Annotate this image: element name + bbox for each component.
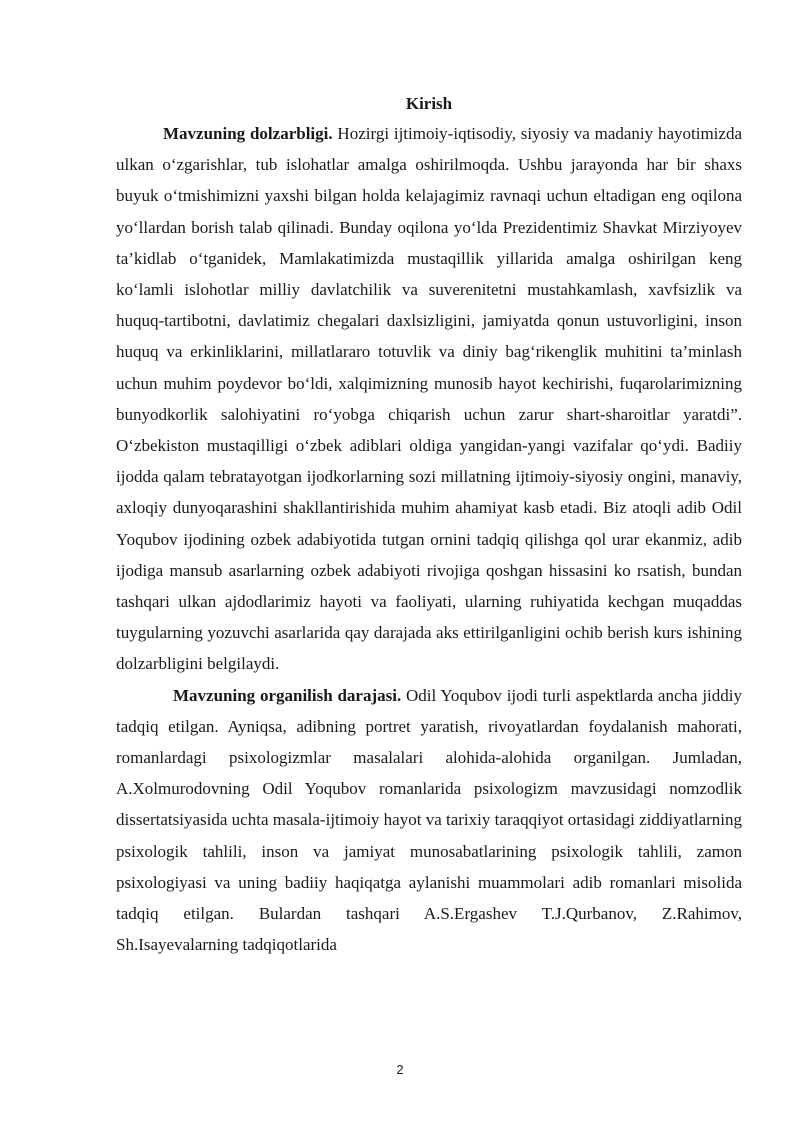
page-number: 2 (396, 1062, 404, 1077)
paragraph-body-relevance: Hozirgi ijtimoiy-iqtisodiy, siyosiy va madaniy hayotimizda ulkan o‘zgarishlar, tub islohatlar amalga oshirilmoqda. Ushbu jarayonda har bir shaxs buyuk o‘tmishimizni yaxshi bilgan holda kelajagimiz ravnaqi uchun eltadigan eng oqilona yo‘llardan borish talab qilinadi. Bunday oqilona yo‘lda Prezidentimiz Shavkat Mirziyoyev ta’kidlab o‘tganidek, Mamlakatimizda mustaqillik yillarida amalga oshirilgan keng ko‘lamli islohotlar milliy davlatchilik va suverenitetni mustahkamlash, xavfsizlik va huquq-tartibotni, davlatimiz chegalari daxlsizligini, jamiyatda qonun ustuvorligini, inson huquq va erkinliklarini, millatlararo totuvlik va diniy bag‘rikenglik muhitini ta’minlash uchun muhim poydevor bo‘ldi, xalqimizning munosib hayot kechirishi, fuqarolarimizning bunyodkorlik salohiyatini ro‘yobga chiqarish uchun zarur shart-sharoitlar yaratdi”. O‘zbekiston mustaqilligi o‘zbek adiblari oldiga yangidan-yangi vazifalar qo‘ydi. Badiiy ijodda qalam tebratayotgan ijodkorlarning sozi millatning ijtimoiy-siyosiy ongini, manaviy, axloqiy dunyoqarashini shakllantirishida muhim ahamiyat kasb etadi. Biz atoqli adib Odil Yoqubov ijodining ozbek adabiyotida tutgan ornini tadqiq qilishga qol urar ekanmiz, adib ijodiga mansub asarlarning ozbek adabiyoti rivojiga qoshgan hissasini ko rsatish, bundan tashqari ulkan ajdodlarimiz hayoti va faoliyati, ularning ruhiyatida kechgan muqaddas tuygularning yozuvchi asarlarida qay darajada aks ettirilganligini ochib berish kurs ishining dolzarbligini belgilaydi. (116, 124, 742, 674)
section-heading: Kirish (405, 94, 453, 113)
paragraph-lead-study-degree: Mavzuning organilish darajasi. (173, 685, 402, 705)
paragraph-body-study-degree: Odil Yoqubov ijodi turli aspektlarda ancha jiddiy tadqiq etilgan. Ayniqsa, adibning portret yaratish, rivoyatlardan foydalanish mahorati, romanlardagi psixologizmlar masalalari alohida-alohida organilgan. Jumladan, A.Xolmurodovning Odil Yoqubov romanlarida psixologizm mavzusidagi nomzodlik dissertatsiyasida uchta masala-ijtimoiy hayot va tarixiy taraqqiyot ortasidagi ziddiyatlarning psixologik tahlili, inson va jamiyat munosabatlarining psixologik tahlili, zamon psixologiyasi va uning badiiy haqiqatga aylanishi muammolari adib romanlari misolida tadqiq etilgan. Bulardan tashqari A.S.Ergashev T.J.Qurbanov, Z.Rahimov, Sh.Isayevalarning tadqiqotlarida (116, 685, 742, 955)
paragraph-relevance (116, 118, 742, 680)
document-page (116, 90, 742, 960)
paragraph-lead-relevance: Mavzuning dolzarbligi. (163, 124, 333, 143)
paragraph-study-degree (116, 680, 742, 961)
